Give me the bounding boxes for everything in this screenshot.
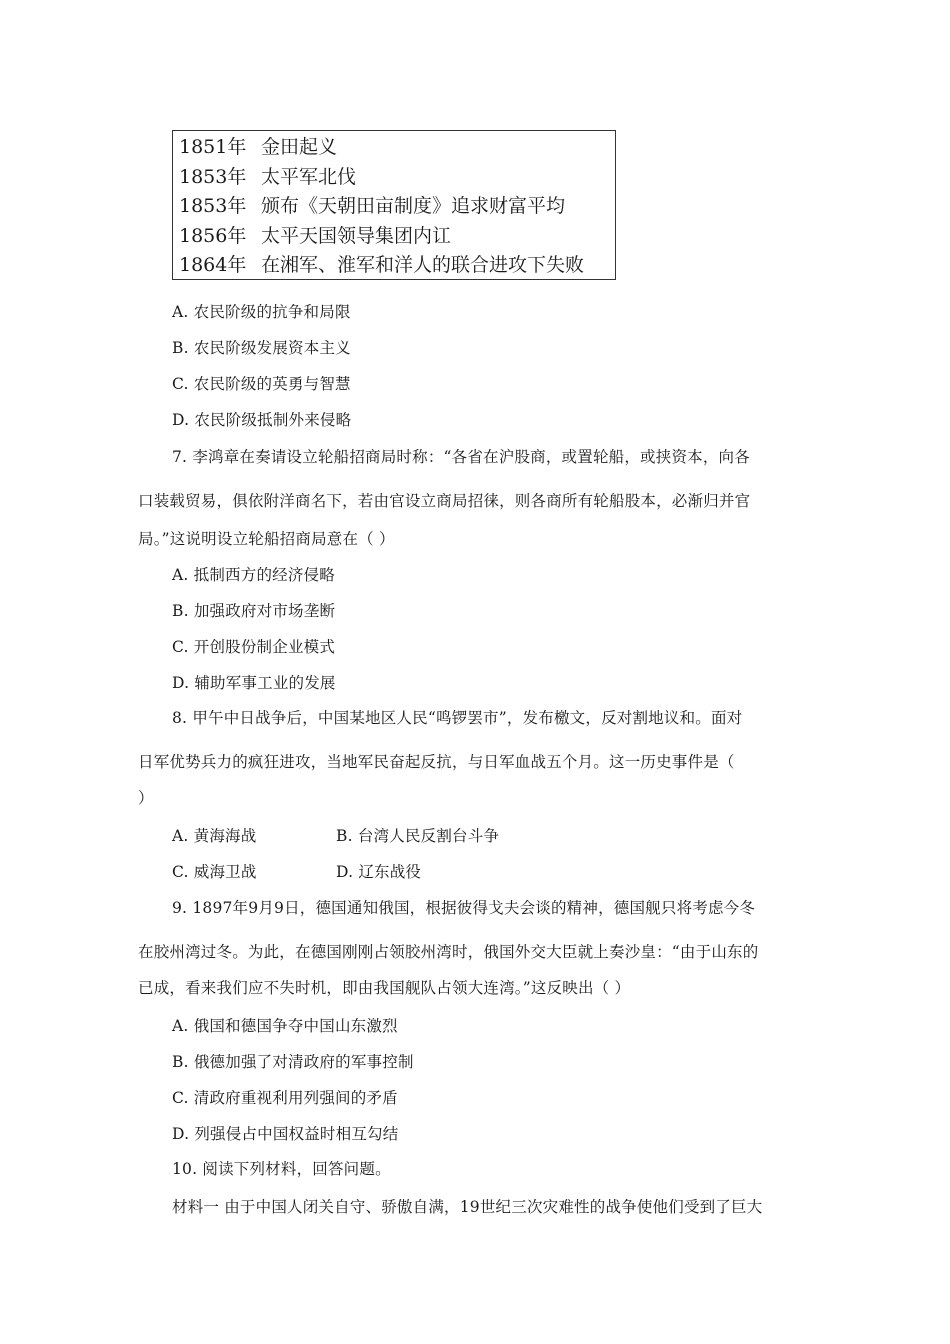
q8-option-b: B. 台湾人民反割台斗争	[336, 827, 500, 845]
timeline-event: 颁布《天朝田亩制度》追求财富平均	[261, 195, 566, 217]
q9-option-c: C. 清政府重视利用列强间的矛盾	[172, 1089, 398, 1107]
q7-stem-line-1: 7. 李鸿章在奏请设立轮船招商局时称：“各省在沪股商，或置轮船，或挟资本，向各	[172, 448, 750, 466]
q8-option-a: A. 黄海海战	[172, 827, 257, 845]
q7-stem-line-2: 口装载贸易，俱依附洋商名下，若由官设立商局招徕，则各商所有轮船股本，必渐归并官	[138, 492, 751, 510]
q6-option-b: B. 农民阶级发展资本主义	[172, 339, 351, 357]
q9-stem-line-3: 已成，看来我们应不失时机，即由我国舰队占领大连湾。”这反映出（ ）	[138, 979, 631, 997]
timeline-year: 1864年	[179, 254, 247, 276]
q7-option-d: D. 辅助军事工业的发展	[172, 674, 336, 692]
timeline-event: 金田起义	[261, 136, 338, 158]
q10-intro: 10. 阅读下列材料，回答问题。	[172, 1160, 391, 1178]
timeline-event: 太平军北伐	[261, 165, 357, 188]
q7-stem-line-3: 局。”这说明设立轮船招商局意在（ ）	[138, 530, 395, 548]
timeline-event: 在湘军、淮军和洋人的联合进攻下失败	[261, 254, 585, 276]
q6-option-c: C. 农民阶级的英勇与智慧	[172, 375, 351, 393]
timeline-row	[179, 222, 615, 252]
q8-stem-line-3: ）	[138, 789, 154, 807]
timeline-event: 太平天国领导集团内讧	[261, 224, 452, 247]
q8-stem-line-2: 日军优势兵力的疯狂进攻，当地军民奋起反抗，与日军血战五个月。这一历史事件是（	[138, 753, 735, 771]
timeline-year: 1853年	[179, 165, 247, 188]
q9-stem-line-2: 在胶州湾过冬。为此，在德国刚刚占领胶州湾时，俄国外交大臣就上奏沙皇：“由于山东的	[138, 943, 759, 961]
timeline-row	[179, 192, 615, 222]
q9-option-a: A. 俄国和德国争夺中国山东激烈	[172, 1017, 398, 1035]
timeline-table	[172, 130, 616, 280]
q8-stem-line-1: 8. 甲午中日战争后，中国某地区人民“鸣锣罢市”，发布檄文，反对割地议和。面对	[172, 709, 743, 727]
q9-option-d: D. 列强侵占中国权益时相互勾结	[172, 1125, 399, 1143]
q8-option-c: C. 威海卫战	[172, 863, 257, 881]
q7-option-a: A. 抵制西方的经济侵略	[172, 566, 335, 584]
q6-option-d: D. 农民阶级抵制外来侵略	[172, 411, 352, 429]
q6-option-a: A. 农民阶级的抗争和局限	[172, 303, 351, 321]
timeline-row	[179, 133, 615, 163]
timeline-row	[179, 163, 615, 193]
q9-stem-line-1: 9. 1897年9月9日，德国通知俄国，根据彼得戈夫会谈的精神，德国舰只将考虑今冬	[172, 899, 756, 917]
q9-option-b: B. 俄德加强了对清政府的军事控制	[172, 1053, 414, 1071]
q8-option-d: D. 辽东战役	[336, 863, 422, 881]
timeline-row	[179, 251, 615, 281]
q7-option-c: C. 开创股份制企业模式	[172, 638, 336, 656]
timeline-year: 1853年	[179, 195, 247, 217]
timeline-year: 1851年	[179, 136, 247, 158]
q7-option-b: B. 加强政府对市场垄断	[172, 602, 336, 620]
q10-material-1: 材料一 由于中国人闭关自守、骄傲自满，19世纪三次灾难性的战争使他们受到了巨大	[172, 1198, 763, 1216]
timeline-year: 1856年	[179, 224, 247, 247]
